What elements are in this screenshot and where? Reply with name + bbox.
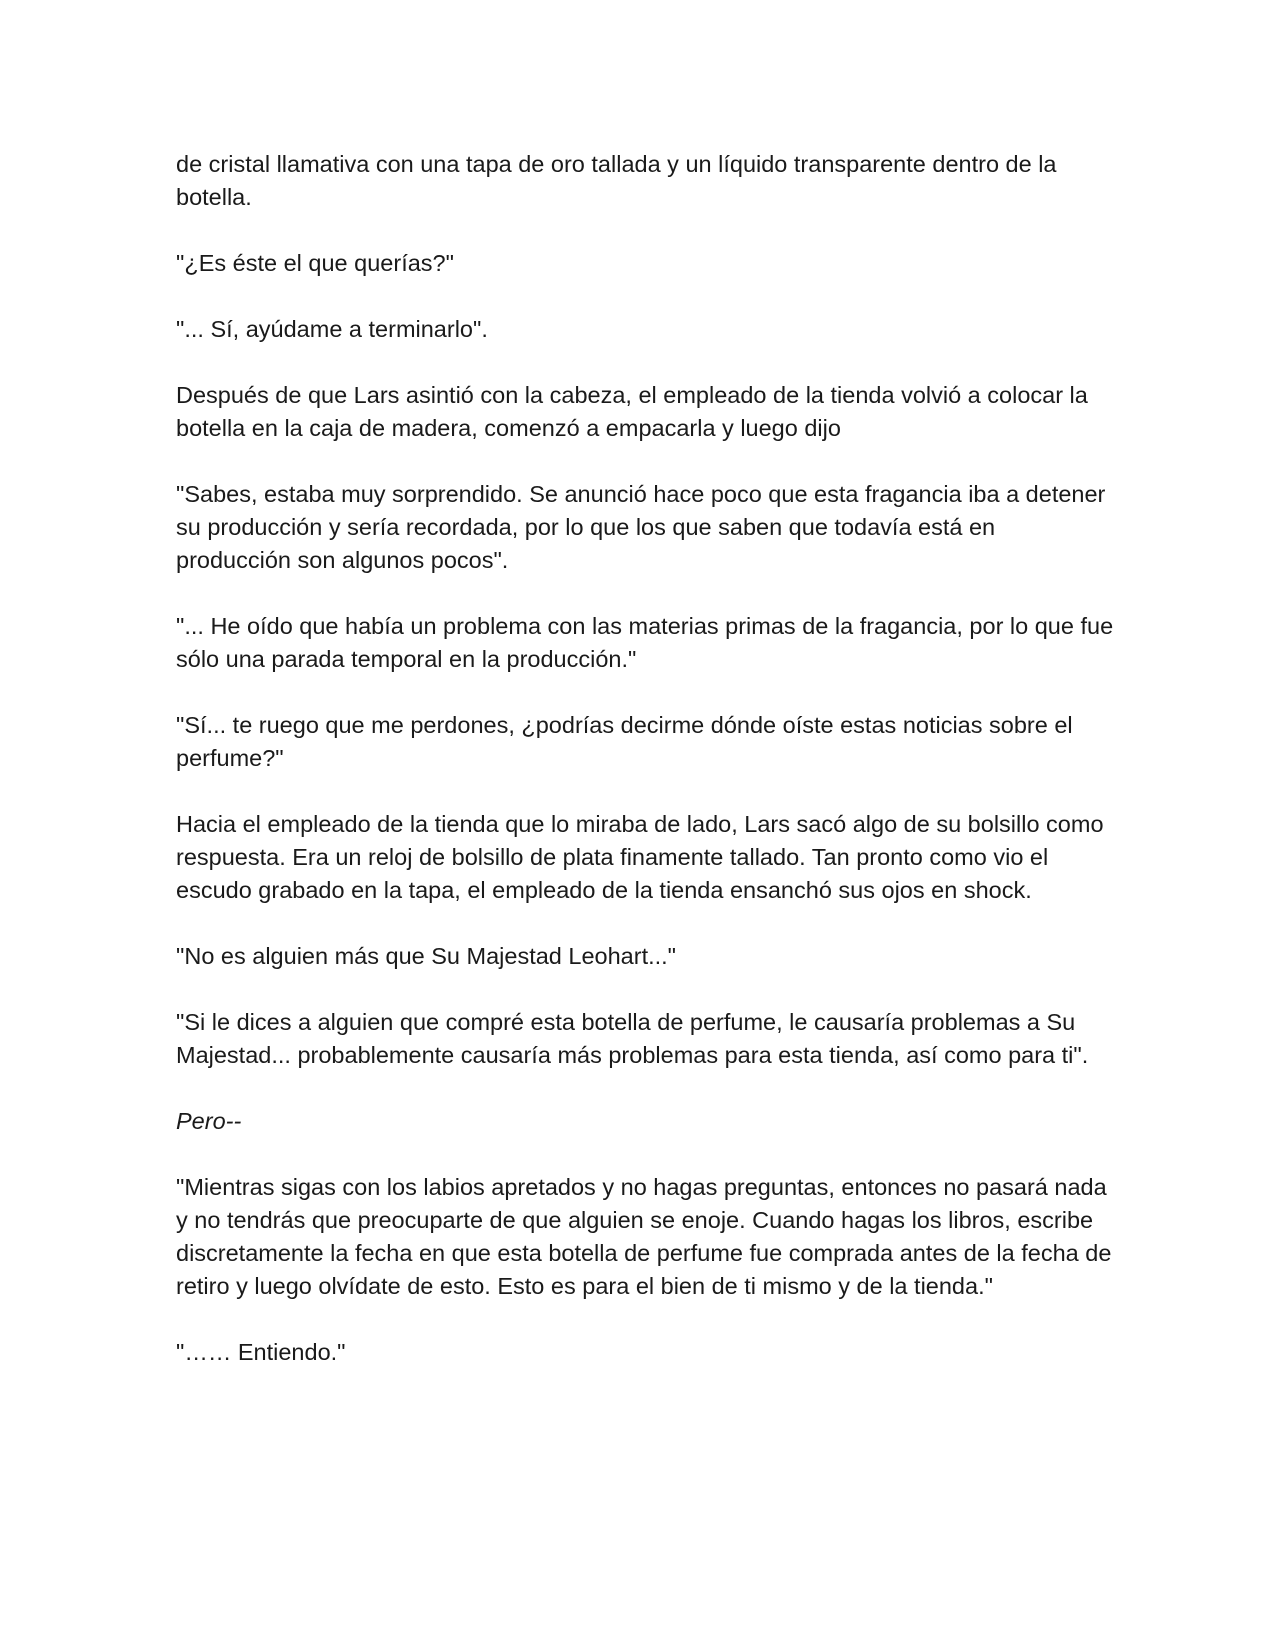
paragraph-10: "Si le dices a alguien que compré esta botella de perfume, le causaría problemas a Su Majestad... probablemente causaría más problemas para esta tienda, así como para ti". (176, 1009, 1089, 1068)
paragraph-2: "¿Es éste el que querías?" (176, 250, 454, 276)
paragraph-5: "Sabes, estaba muy sorprendido. Se anunció hace poco que esta fragancia iba a detener su producción y sería recordada, por lo que los que saben que todavía está en producción son algunos pocos". (176, 481, 1106, 573)
paragraph-12: "Mientras sigas con los labios apretados y no hagas preguntas, entonces no pasará nada y no tendrás que preocuparte de que alguien se enoje. Cuando hagas los libros, escribe discretamente la fecha en que esta botella de perfume fue comprada antes de la fecha de retiro y luego olvídate de esto. Esto es para el bien de ti mismo y de la tienda." (176, 1174, 1112, 1299)
paragraph-6: "... He oído que había un problema con las materias primas de la fragancia, por lo que fue sólo una parada temporal en la producción." (176, 613, 1114, 672)
paragraph-4: Después de que Lars asintió con la cabeza, el empleado de la tienda volvió a colocar la botella en la caja de madera, comenzó a empacarla y luego dijo (176, 382, 1088, 441)
paragraph-3: "... Sí, ayúdame a terminarlo". (176, 316, 488, 342)
document-page (176, 148, 1116, 1402)
paragraph-7: "Sí... te ruego que me perdones, ¿podrías decirme dónde oíste estas noticias sobre el perfume?" (176, 712, 1073, 771)
paragraph-8: Hacia el empleado de la tienda que lo miraba de lado, Lars sacó algo de su bolsillo como respuesta. Era un reloj de bolsillo de plata finamente tallado. Tan pronto como vio el escudo grabado en la tapa, el empleado de la tienda ensanchó sus ojos en shock. (176, 811, 1104, 903)
paragraph-11-italic: Pero-- (176, 1108, 242, 1134)
paragraph-13: "…… Entiendo." (176, 1339, 346, 1365)
paragraph-9: "No es alguien más que Su Majestad Leohart..." (176, 943, 677, 969)
paragraph-1: de cristal llamativa con una tapa de oro tallada y un líquido transparente dentro de la botella. (176, 151, 1057, 210)
